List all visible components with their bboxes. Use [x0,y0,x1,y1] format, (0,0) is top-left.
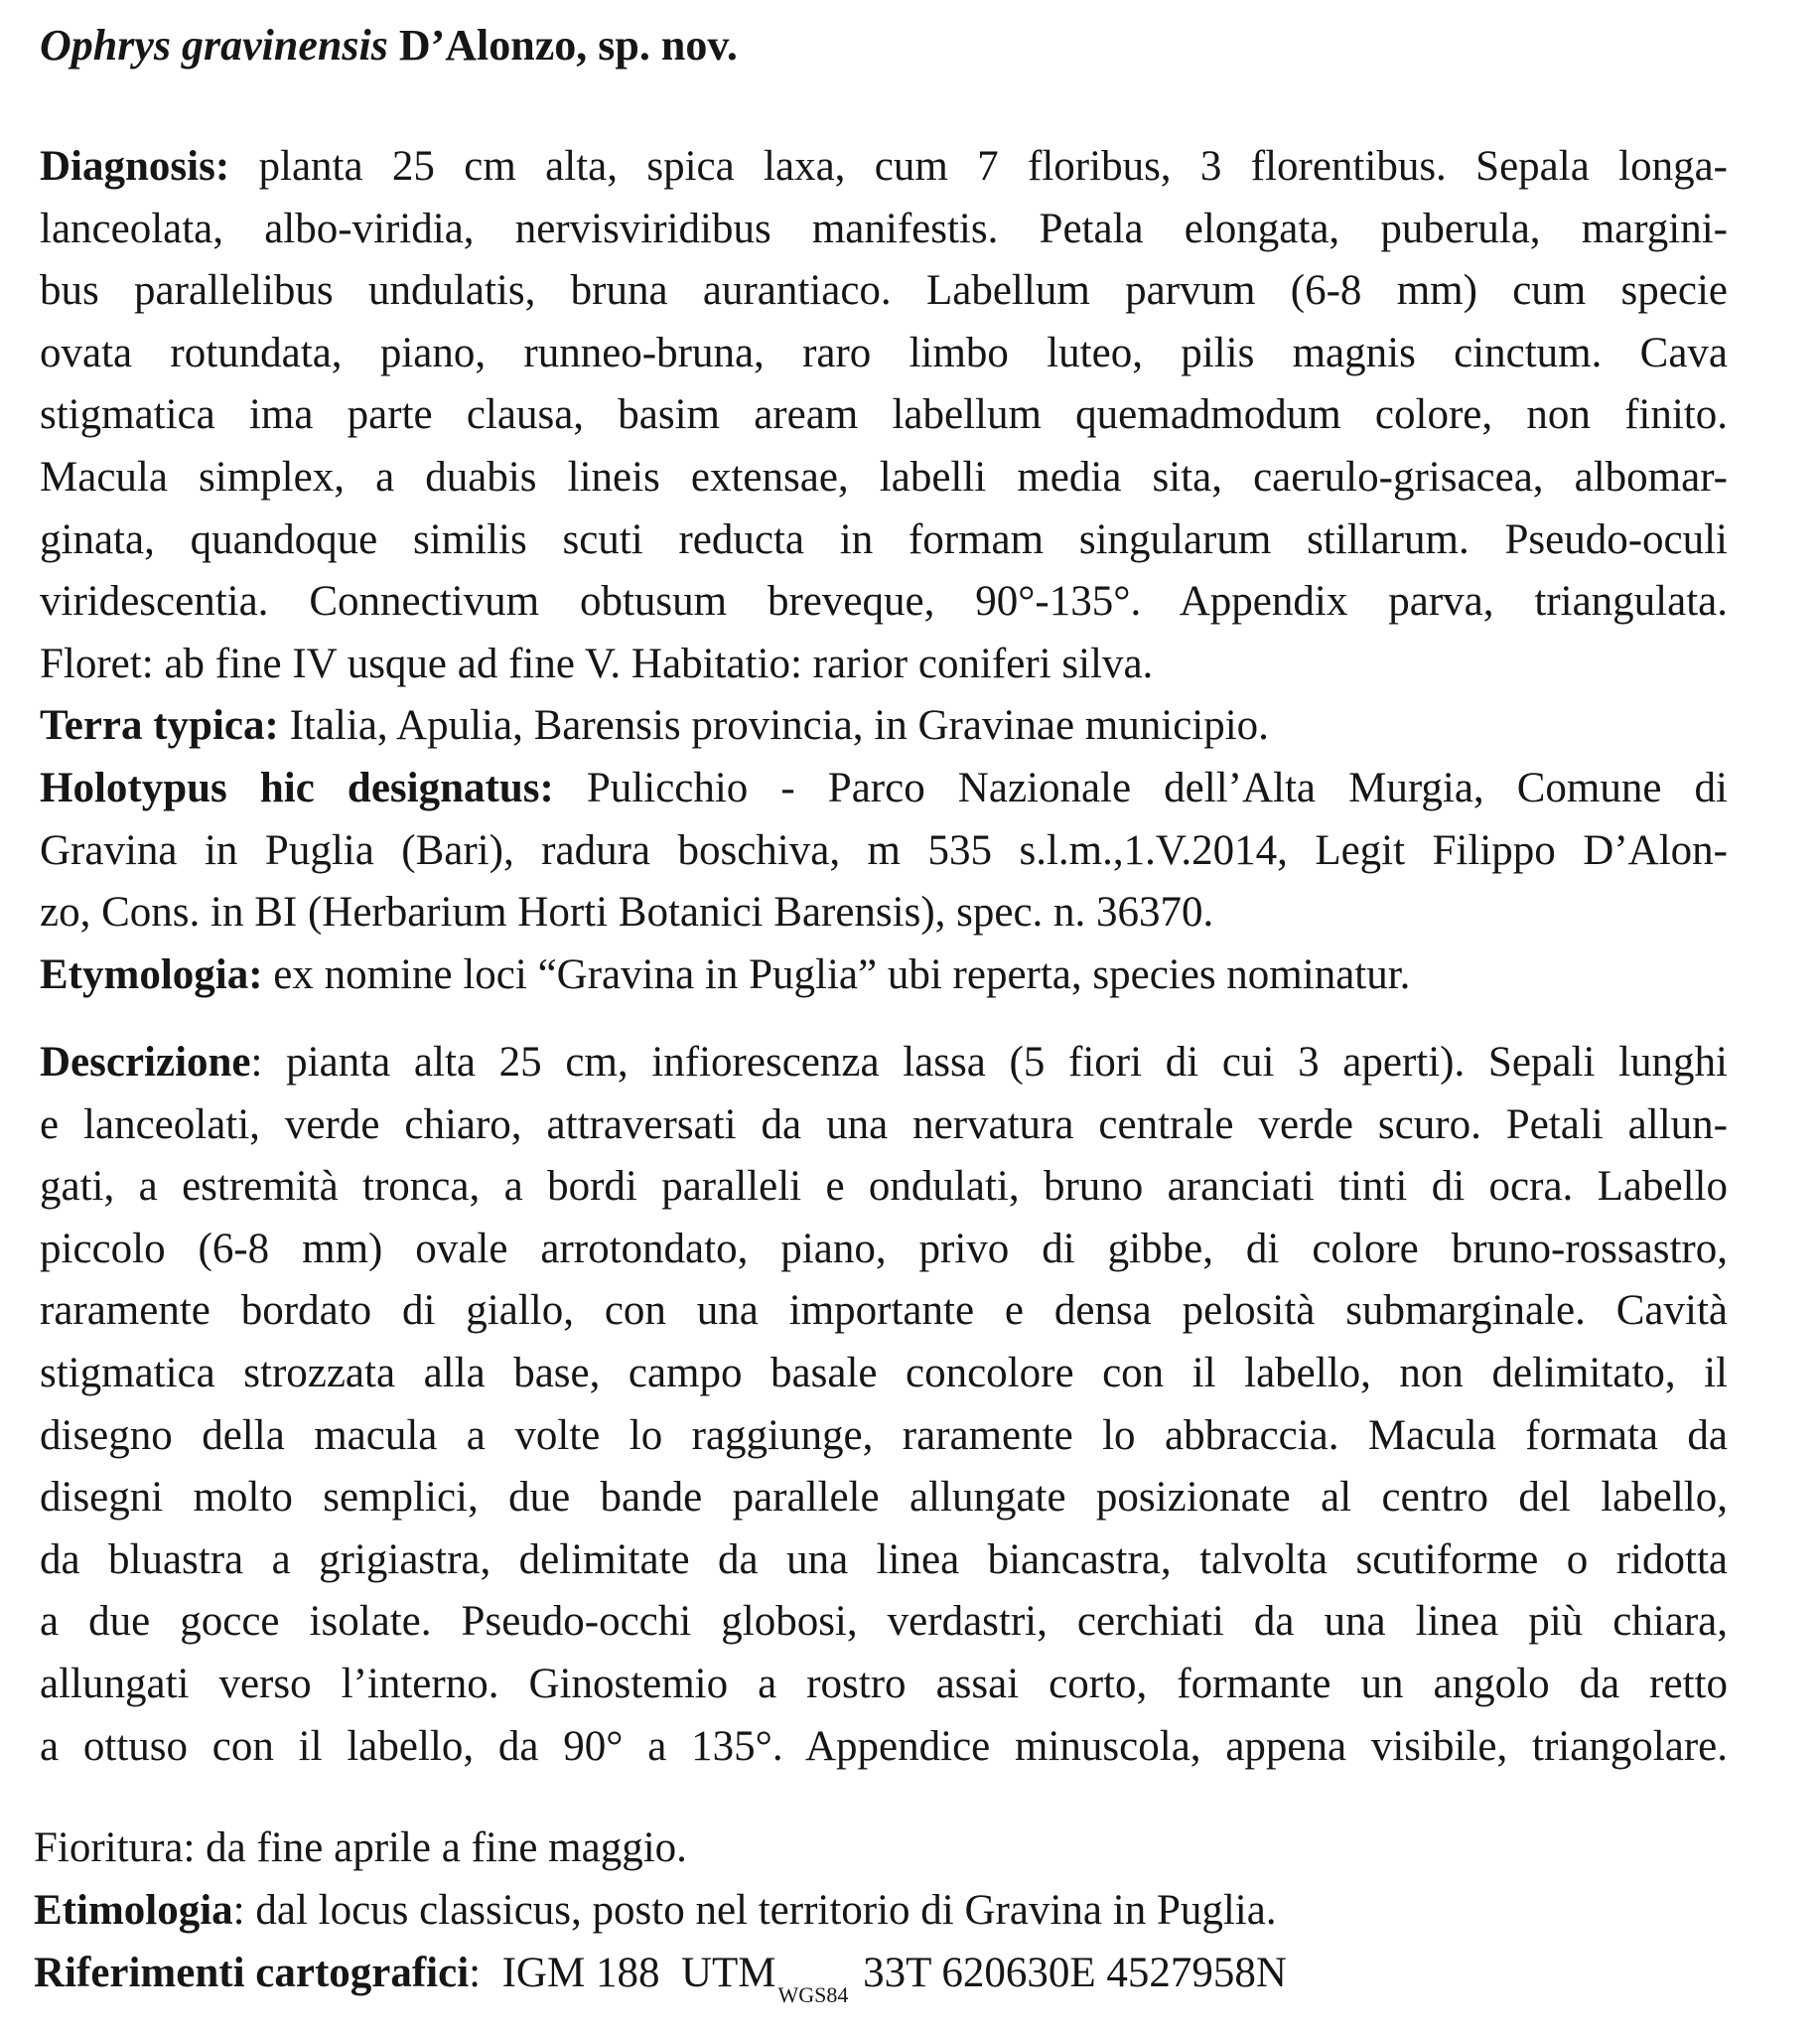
species-author: D’Alonzo, sp. nov. [387,21,738,70]
diagnosis-line: ovata rotundata, piano, runneo-bruna, raro limbo luteo, pilis magnis cinctum. Cava [40,329,1728,376]
datum-subscript: WGS84 [777,1982,849,2007]
descrizione-line: e lanceolati, verde chiaro, attraversati da una nervatura centrale verde scuro. Petali allun- [40,1100,1728,1148]
descrizione-line: disegni molto semplici, due bande parallele allungate posizionate al centro del labello, [40,1474,1728,1522]
riferimenti-label: Riferimenti cartografici [34,1950,470,1996]
descrizione-line: raramente bordato di giallo, con una importante e densa pelosità submarginale. Cavità [40,1287,1728,1335]
descrizione-line: allungati verso l’interno. Ginostemio a rostro assai corto, formante un angolo da retto [40,1660,1728,1707]
descrizione-line: da bluastra a grigiastra, delimitate da una linea biancastra, talvolta scutiforme o ridotta [40,1535,1728,1583]
footer-section [34,1816,1722,2007]
diagnosis-line: Floret: ab fine IV usque ad fine V. Habitatio: rarior coniferi silva. [40,640,1154,687]
diagnosis-section [40,136,1728,1006]
descrizione-line: a ottuso con il labello, da 90° a 135°. Appendice minuscola, appena visibile, triangolare. [40,1722,1728,1770]
descrizione-line: disegno della macula a volte lo raggiunge, raramente lo abbraccia. Macula formata da [40,1411,1728,1459]
terra-typica-line: Terra typica: Italia, Apulia, Barensis provincia, in Gravinae municipio. [40,702,1269,750]
riferimenti-line: Riferimenti cartografici: IGM 188 $UTM_{WGS84}$ 33T 620630E 4527958N [34,1950,1287,2007]
species-title [40,14,738,77]
diagnosis-line: ginata, quandoque similis scuti reducta in formam singularum stillarum. Pseudo-oculi [40,515,1728,563]
etimologia-line: Etimologia: dal locus classicus, posto nel territorio di Gravina in Puglia. [34,1887,1277,1934]
descrizione-label: Descrizione [40,1039,251,1086]
descrizione-line: stigmatica strozzata alla base, campo basale concolore con il labello, non delimitato, il [40,1349,1728,1396]
diagnosis-line: bus parallelibus undulatis, bruna aurantiaco. Labellum parvum (6-8 mm) cum specie [40,267,1728,315]
diagnosis-line: viridescentia. Connectivum obtusum breveque, 90°-135°. Appendix parva, triangulata. [40,578,1728,626]
descrizione-line: piccolo (6-8 mm) ovale arrotondato, piano, privo di gibbe, di colore bruno-rossastro, [40,1225,1728,1272]
diagnosis-line: Macula simplex, a duabis lineis extensae, labelli media sita, caerulo-grisacea, albomar- [40,453,1728,501]
diagnosis-line: stigmatica ima parte clausa, basim aream labellum quemadmodum colore, non finito. [40,391,1728,439]
holotypus-line: Gravina in Puglia (Bari), radura boschiva, m 535 s.l.m.,1.V.2014, Legit Filippo D’Alon- [40,826,1728,874]
etymologia-label: Etymologia: [40,950,263,998]
species-name: Ophrys gravinensis [40,21,388,70]
fioritura-line: Fioritura: da fine aprile a fine maggio. [34,1824,687,1871]
diagnosis-line: Diagnosis: planta 25 cm alta, spica laxa, cum 7 floribus, 3 florentibus. Sepala longa- [40,143,1728,190]
descrizione-line: gati, a estremità tronca, a bordi paralleli e ondulati, bruno aranciati tinti di ocra. Labello [40,1163,1728,1211]
descrizione-section [40,1032,1728,1778]
diagnosis-line: lanceolata, albo-viridia, nervisviridibus manifestis. Petala elongata, puberula, margini- [40,205,1728,252]
diagnosis-label: Diagnosis: [40,143,230,190]
etymologia-line: Etymologia: ex nomine loci “Gravina in Puglia” ubi reperta, species nominatur. [40,950,1411,998]
holotypus-line: Holotypus hic designatus: Pulicchio - Parco Nazionale dell’Alta Murgia, Comune di [40,764,1728,811]
terra-typica-label: Terra typica: [40,702,279,750]
descrizione-line: a due gocce isolate. Pseudo-occhi globosi, verdastri, cerchiati da una linea più chiara, [40,1598,1728,1646]
holotypus-label: Holotypus hic designatus: [40,764,554,811]
etimologia-label: Etimologia [34,1887,233,1934]
descrizione-line: Descrizione: pianta alta 25 cm, infiorescenza lassa (5 fiori di cui 3 aperti). Sepali lunghi [40,1039,1728,1086]
holotypus-line: zo, Cons. in BI (Herbarium Horti Botanici Barensis), spec. n. 36370. [40,889,1214,937]
